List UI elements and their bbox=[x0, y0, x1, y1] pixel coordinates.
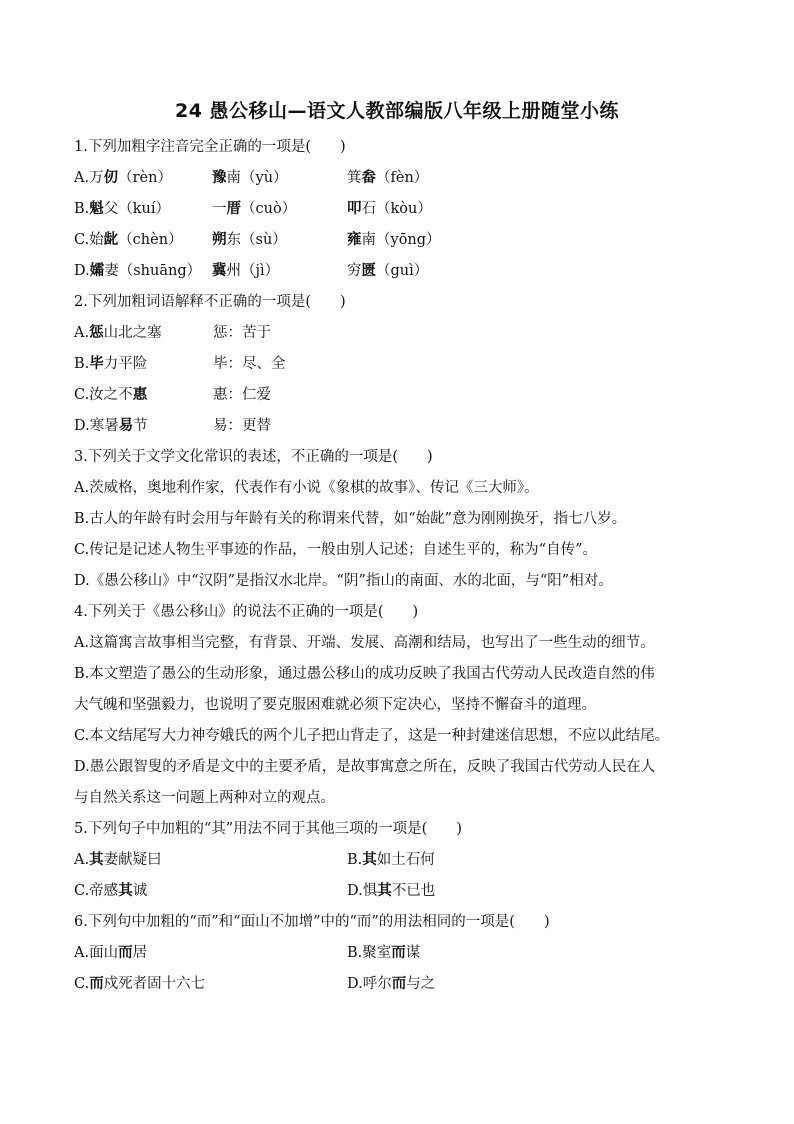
question-1-stem: 1.下列加粗字注音完全正确的一项是( ) bbox=[74, 139, 346, 155]
q2-option-d: D.寒暑易节 bbox=[74, 417, 148, 434]
q3-option-d: D.《愚公移山》中“汉阴”是指汉水北岸。“阴”指山的南面、水的北面，与“阳”相对。 bbox=[74, 573, 613, 589]
q2-option-c-explanation: 惠：仁爱 bbox=[213, 387, 271, 403]
q3-option-c: C.传记是记述人物生平事迹的作品，一般由别人记述；自述生平的，称为“自传”。 bbox=[74, 542, 598, 558]
q2-option-b: B.毕力平险 bbox=[74, 355, 148, 372]
q6-option-a: A.面山而居 bbox=[74, 944, 148, 961]
q6-option-c: C.而戍死者固十六七 bbox=[74, 975, 206, 992]
q1-option-b-col2: 一厝（cuò） bbox=[212, 200, 297, 217]
q5-option-d: D.惧其不已也 bbox=[347, 882, 436, 899]
q1-option-a-col3: 箕畚（fèn） bbox=[347, 169, 429, 186]
question-4-stem: 4.下列关于《愚公移山》的说法不正确的一项是( ) bbox=[74, 604, 419, 620]
question-6-stem: 6.下列句中加粗的“而”和“面山不加增”中的“而”的用法相同的一项是( ) bbox=[74, 914, 550, 930]
q1-option-d-col1: D.孀妻（shuāng） bbox=[74, 262, 202, 279]
q1-option-d-col2: 冀州（jì） bbox=[212, 262, 280, 279]
q4-option-b-line2: 大气魄和坚强毅力，也说明了要克服困难就必须下定决心，坚持不懈奋斗的道理。 bbox=[74, 697, 596, 713]
q1-option-c-col1: C.始龀（chèn） bbox=[74, 231, 183, 248]
q3-option-b: B.古人的年龄有时会用与年龄有关的称谓来代替，如“始龀”意为刚刚换牙，指七八岁。 bbox=[74, 511, 627, 527]
q2-option-b-explanation: 毕：尽、全 bbox=[213, 356, 286, 372]
q1-option-a-col2: 豫南（yù） bbox=[212, 169, 288, 186]
q4-option-c: C.本文结尾写大力神夸娥氏的两个儿子把山背走了，这是一种封建迷信思想，不应以此结尾。 bbox=[74, 728, 670, 744]
q2-option-c: C.汝之不惠 bbox=[74, 386, 148, 403]
q1-option-b-col1: B.魁父（kuí） bbox=[74, 200, 171, 217]
q2-option-a: A.惩山北之塞 bbox=[74, 324, 162, 341]
q5-option-b: B.其如土石何 bbox=[347, 851, 435, 868]
q4-option-d-line1: D.愚公跟智叟的矛盾是文中的主要矛盾，是故事寓意之所在，反映了我国古代劳动人民在人 bbox=[74, 759, 656, 775]
q1-option-d-col3: 穷匮（guì） bbox=[347, 262, 429, 279]
q1-option-b-col3: 叩石（kòu） bbox=[347, 200, 432, 217]
q2-option-d-explanation: 易：更替 bbox=[213, 418, 271, 434]
q2-option-a-explanation: 惩：苦于 bbox=[213, 325, 271, 341]
page-title: 24 愚公移山—语文人教部编版八年级上册随堂小练 bbox=[174, 100, 620, 122]
q4-option-a: A.这篇寓言故事相当完整，有背景、开端、发展、高潮和结局，也写出了一些生动的细节。 bbox=[74, 635, 655, 651]
q5-option-a: A.其妻献疑曰 bbox=[74, 851, 162, 868]
q6-option-b: B.聚室而谋 bbox=[347, 944, 421, 961]
q3-option-a: A.茨威格，奥地利作家，代表作有小说《象棋的故事》、传记《三大师》。 bbox=[74, 480, 539, 496]
question-3-stem: 3.下列关于文学文化常识的表述，不正确的一项是( ) bbox=[74, 449, 433, 465]
q1-option-c-col3: 雍南（yōng） bbox=[347, 231, 441, 248]
q1-option-a-col1: A.万仞（rèn） bbox=[74, 169, 172, 186]
q1-option-c-col2: 朔东（sù） bbox=[212, 231, 287, 248]
q4-option-b-line1: B.本文塑造了愚公的生动形象，通过愚公移山的成功反映了我国古代劳动人民改造自然的伟 bbox=[74, 666, 655, 682]
question-2-stem: 2.下列加粗词语解释不正确的一项是( ) bbox=[74, 294, 346, 310]
q4-option-d-line2: 与自然关系这一问题上两种对立的观点。 bbox=[74, 790, 335, 806]
q5-option-c: C.帝感其诚 bbox=[74, 882, 148, 899]
question-5-stem: 5.下列句子中加粗的“其”用法不同于其他三项的一项是( ) bbox=[74, 821, 462, 837]
q6-option-d: D.呼尔而与之 bbox=[347, 975, 436, 992]
